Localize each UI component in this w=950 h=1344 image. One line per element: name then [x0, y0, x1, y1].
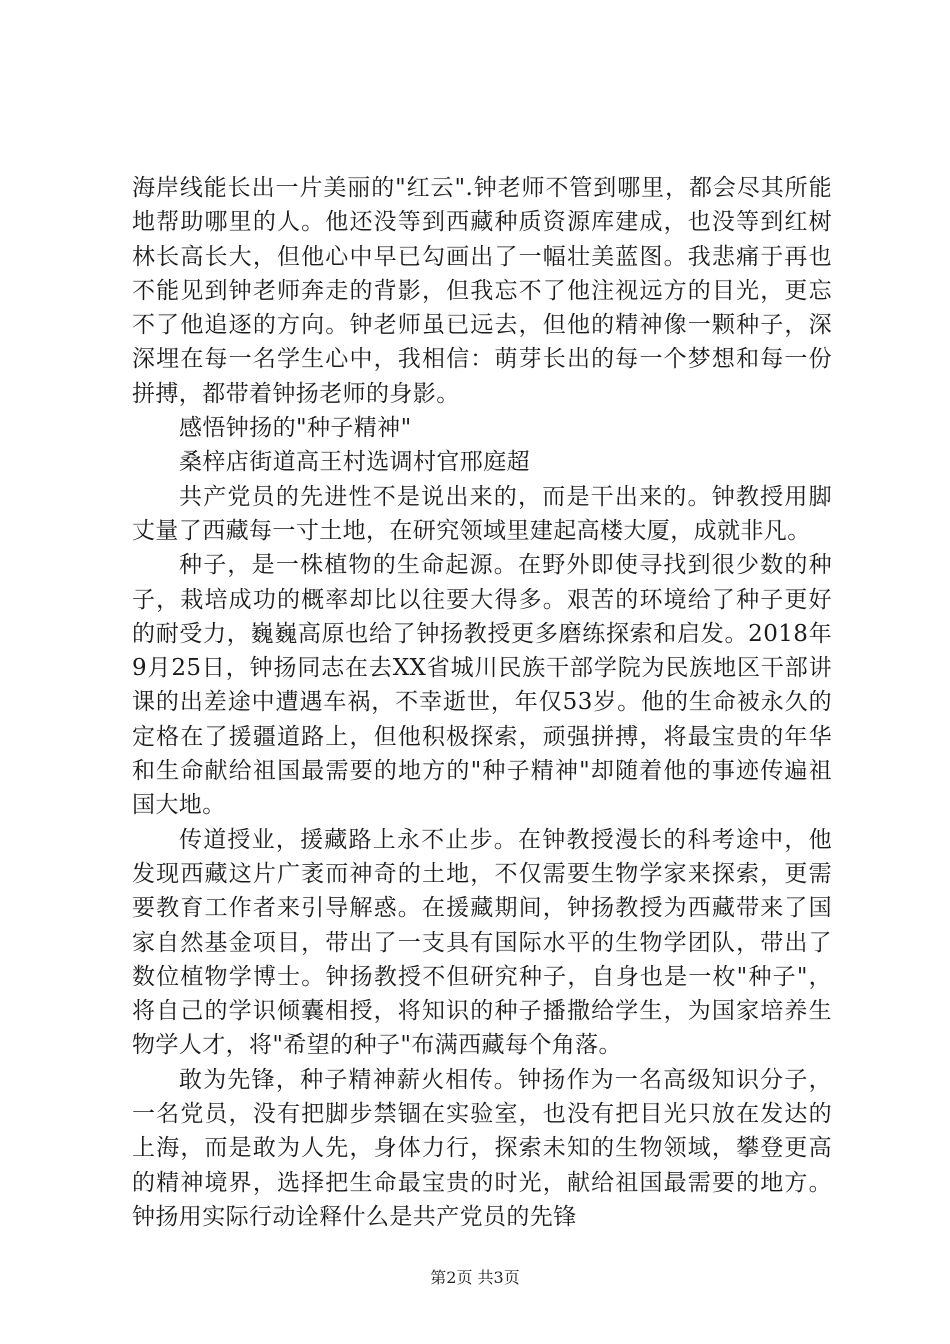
article-author: 桑梓店街道高王村选调村官邢庭超 [179, 449, 530, 476]
paragraph: 传道授业，援藏路上永不止步。在钟教授漫长的科考途中，他发现西藏这片广袤而神奇的土地，不仅需要生物学家来探索，更需要教育工作者来引导解惑。在援藏期间，钟扬教授为西藏带来了国家自然基金项目，带出了一支具有国际水平的生物学团队，带出了数位植物学博士。钟扬教授不但研究种子，自身也是一枚"种子"，将自己的学识倾囊相授，将知识的种子播撒给学生，为国家培养生物学人才，将"希望的种子"布满西藏每个角落。 [132, 826, 832, 1059]
paragraph: 敢为先锋，种子精神薪火相传。钟扬作为一名高级知识分子，一名党员，没有把脚步禁锢在实验室，也没有把目光只放在发达的上海，而是敢为人先，身体力行，探索未知的生物领域，攀登更高的精神境界，选择把生命最宝贵的时光，献给祖国最需要的地方。钟扬用实际行动诠释什么是共产党员的先锋 [132, 1066, 832, 1230]
document-body [132, 171, 832, 1234]
paragraph: 共产党员的先进性不是说出来的，而是干出来的。钟教授用脚丈量了西藏每一寸土地，在研究领域里建起高楼大厦，成就非凡。 [132, 483, 832, 544]
paragraph-continuation: 海岸线能长出一片美丽的"红云".钟老师不管到哪里，都会尽其所能地帮助哪里的人。他还没等到西藏种质资源库建成，也没等到红树林长高长大，但他心中早已勾画出了一幅壮美蓝图。我悲痛于再也不能见到钟老师奔走的背影，但我忘不了他注视远方的目光，更忘不了他追逐的方向。钟老师虽已远去，但他的精神像一颗种子，深深埋在每一名学生心中，我相信：萌芽长出的每一个梦想和每一份拼搏，都带着钟扬老师的身影。 [132, 175, 832, 407]
article-title: 感悟钟扬的"种子精神" [179, 415, 412, 442]
paragraph: 种子，是一株植物的生命起源。在野外即使寻找到很少数的种子，栽培成功的概率却比以往要大得多。艰苦的环境给了种子更好的耐受力，巍巍高原也给了钟扬教授更多磨练探索和启发。2018年9月25日，钟扬同志在去XX省城川民族干部学院为民族地区干部讲课的出差途中遭遇车祸，不幸逝世，年仅53岁。他的生命被永久的定格在了援疆道路上，但他积极探索，顽强拼搏，将最宝贵的年华和生命献给祖国最需要的地方的"种子精神"却随着他的事迹传遍祖国大地。 [132, 552, 832, 819]
page-footer: 第2页 共3页 [430, 1268, 520, 1287]
